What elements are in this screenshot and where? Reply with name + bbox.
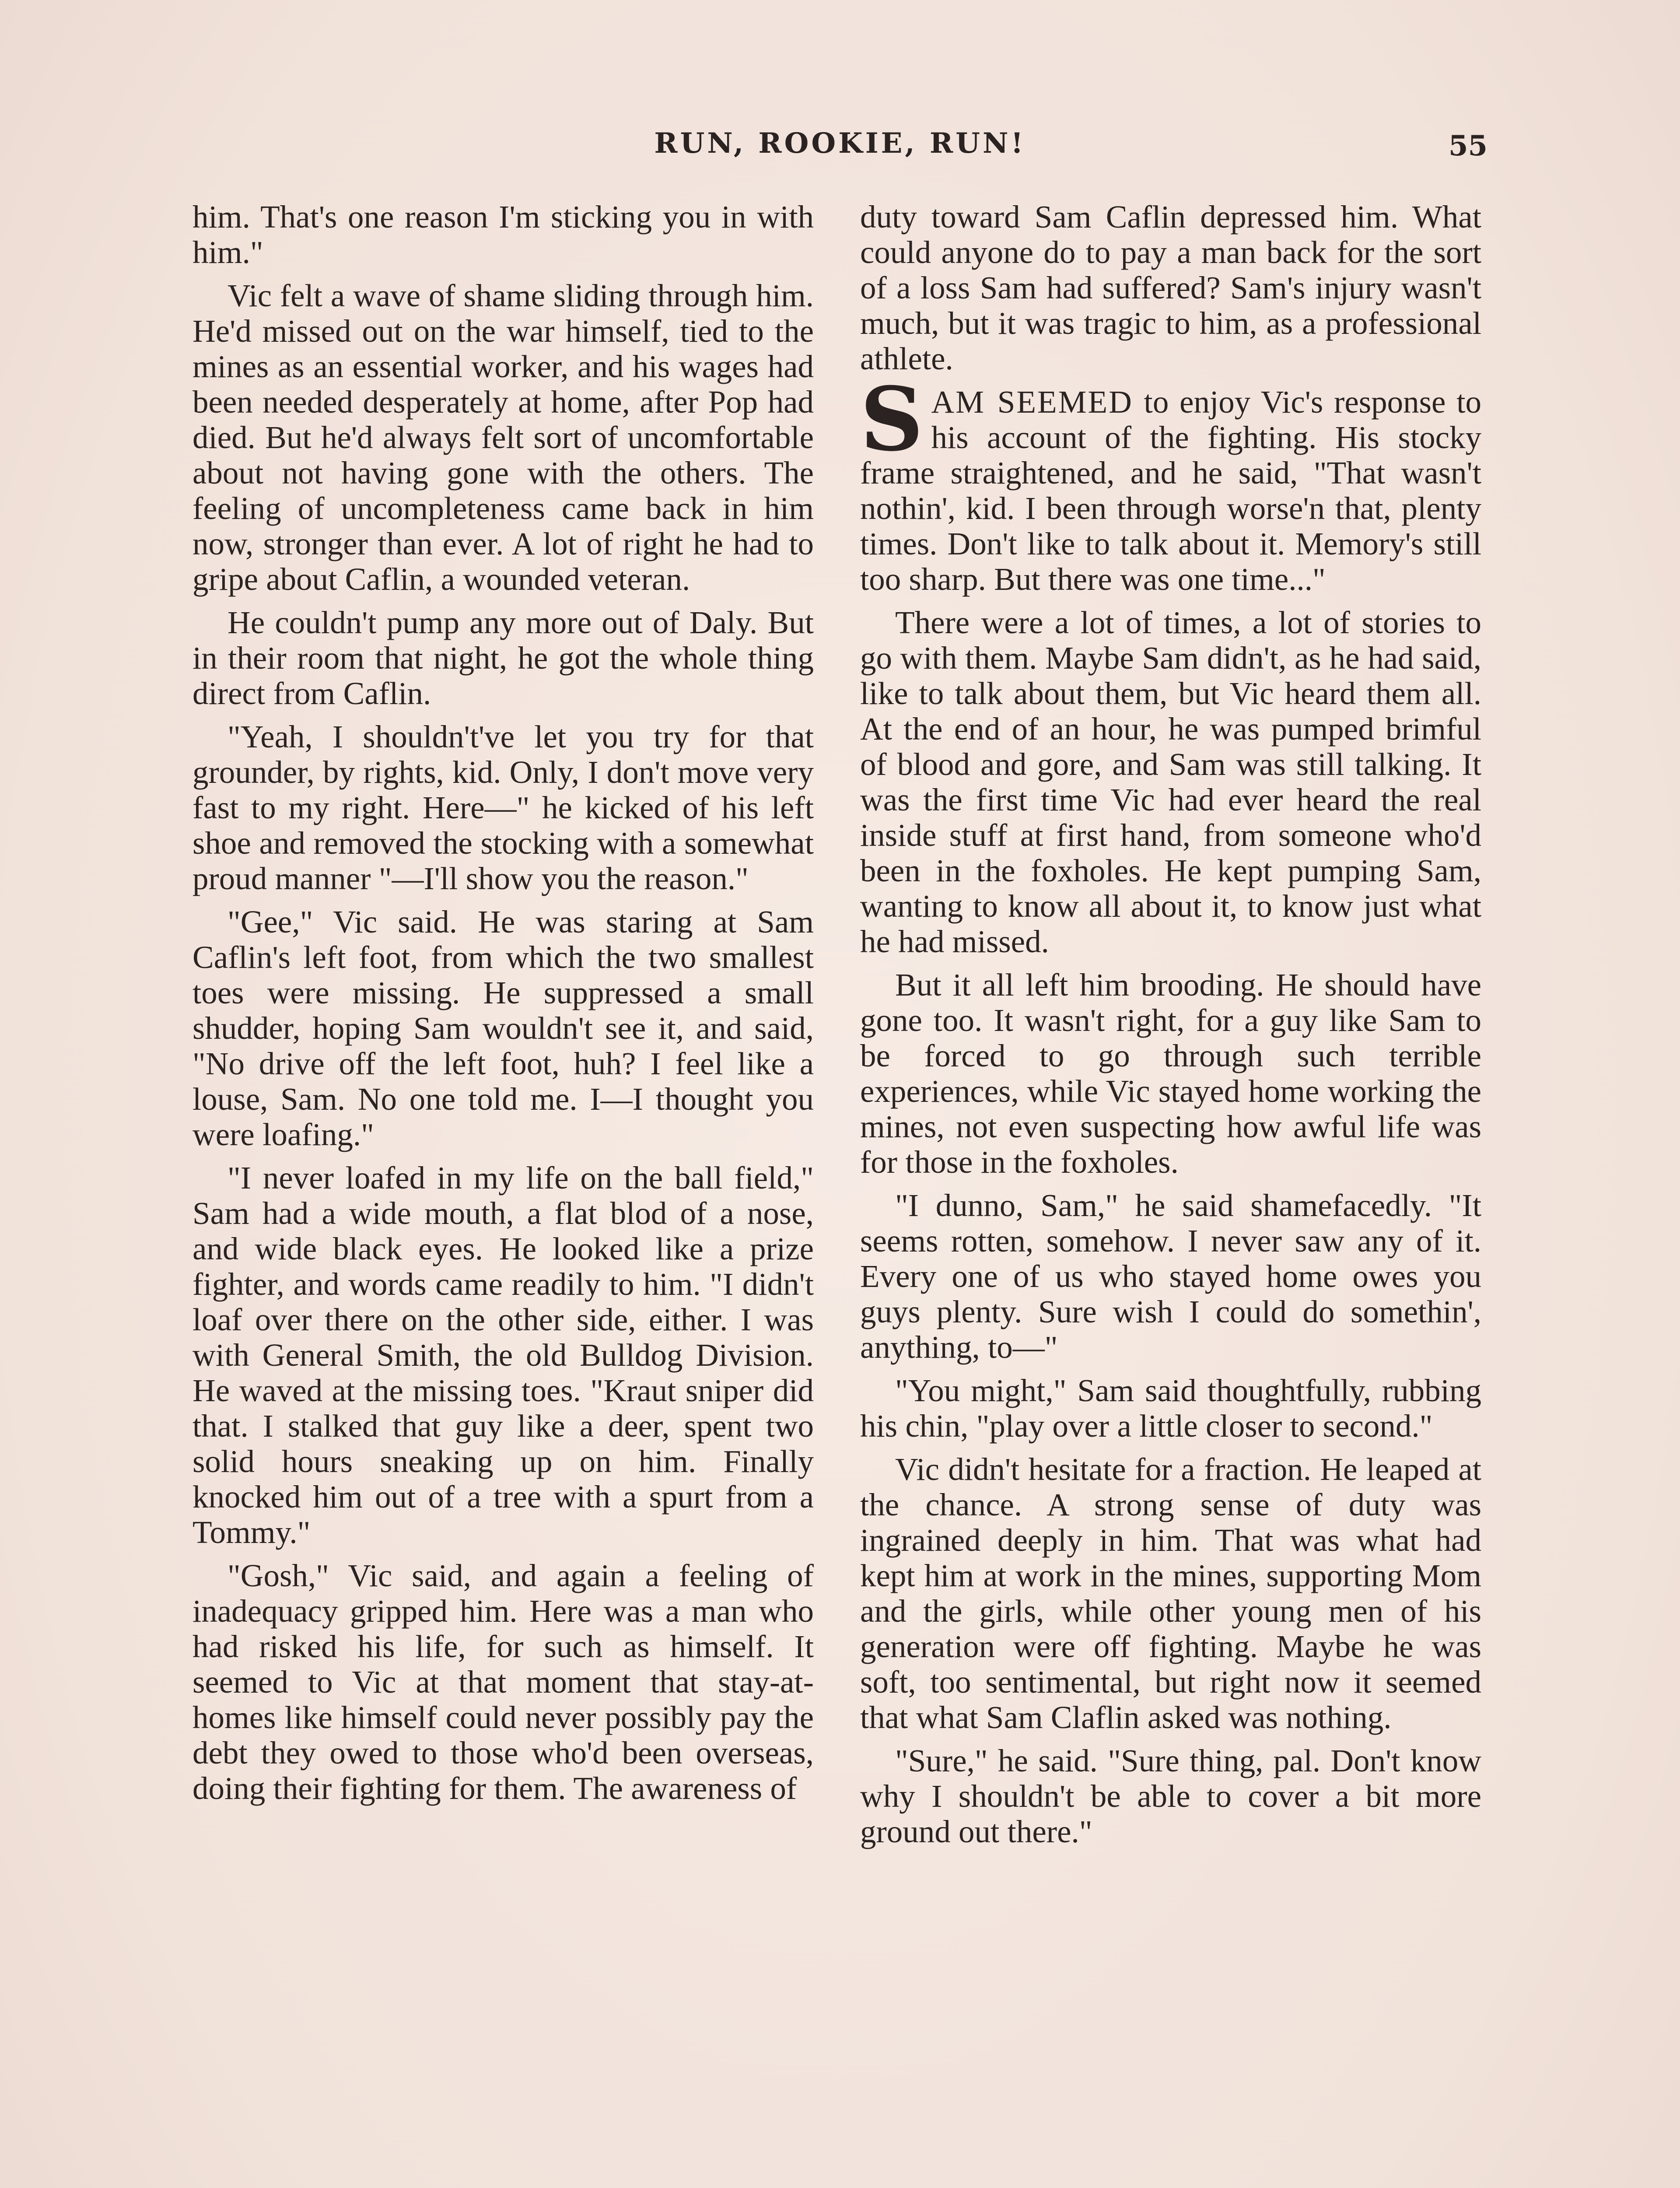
section-opening-paragraph — [860, 368, 1481, 597]
paragraph: "I never loafed in my life on the ball field," Sam had a wide mouth, a flat blod of a nose, and wide black eyes. He looked like a prize fighter, and words came readily to him. "I didn't loaf over there on the other side, either. I was with General Smith, the old Bulldog Division. He waved at the missing toes. "Kraut sniper did that. I stalked that guy like a deer, spent two solid hours sneaking up on him. Finally knocked him out of a tree with a spurt from a Tommy." — [192, 1160, 814, 1550]
page-header — [192, 122, 1488, 174]
section-lead-words: AM SEEMED — [931, 384, 1133, 420]
paragraph: "Gee," Vic said. He was staring at Sam Caflin's left foot, from which the two smallest toes were missing. He suppressed a small shudder, hoping Sam wouldn't see it, and said, "No drive off the left foot, huh? I feel like a louse, Sam. No one told me. I—I thought you were loafing." — [192, 904, 814, 1152]
paragraph: "Sure," he said. "Sure thing, pal. Don't know why I shouldn't be able to cover a bit more ground out there." — [860, 1743, 1481, 1849]
drop-cap: S — [860, 368, 924, 471]
right-column — [860, 199, 1481, 1857]
page-number: 55 — [1448, 130, 1488, 162]
paragraph: "Gosh," Vic said, and again a feeling of inadequacy gripped him. Here was a man who had risked his life, for such as himself. It seemed to Vic at that moment that stay-at-homes like himself could never possibly pay the debt they owed to those who'd been overseas, doing their fighting for them. The awareness of — [192, 1558, 814, 1806]
paragraph: "You might," Sam said thoughtfully, rubbing his chin, "play over a little closer to second." — [860, 1373, 1481, 1444]
paragraph: Vic felt a wave of shame sliding through him. He'd missed out on the war himself, tied to the mines as an essential worker, and his wages had been needed desperately at home, after Pop had died. But he'd always felt sort of uncomfortable about not having gone with the others. The feeling of uncompleteness came back in him now, stronger than ever. A lot of right he had to gripe about Caflin, a wounded veteran. — [192, 278, 814, 597]
paragraph: He couldn't pump any more out of Daly. But in their room that night, he got the whole thing direct from Caflin. — [192, 605, 814, 711]
paragraph: duty toward Sam Caflin depressed him. What could anyone do to pay a man back for the sort of a loss Sam had suffered? Sam's injury wasn't much, but it was tragic to him, as a professional athlete. — [860, 199, 1481, 376]
left-column — [192, 199, 814, 1814]
paragraph: Vic didn't hesitate for a fraction. He leaped at the chance. A strong sense of duty was ingrained deeply in him. That was what had kept him at work in the mines, supporting Mom and the girls, while other young men of his generation were off fighting. Maybe he was soft, too sentimental, but right now it seemed that what Sam Claflin asked was nothing. — [860, 1452, 1481, 1735]
section-opening-text: to enjoy Vic's response to his account of the fighting. His stocky frame straightened, and he said, "That wasn't nothin', kid. I been through worse'n that, plenty times. Don't like to talk about it. Memory's still too sharp. But there was one time..." — [860, 384, 1481, 597]
running-title: RUN, ROOKIE, RUN! — [654, 127, 1026, 160]
paragraph: "Yeah, I shouldn't've let you try for that grounder, by rights, kid. Only, I don't move very fast to my right. Here—" he kicked of his left shoe and removed the stocking with a somewhat proud manner "—I'll show you the reason." — [192, 719, 814, 896]
paragraph: But it all left him brooding. He should have gone too. It wasn't right, for a guy like Sam to be forced to go through such terrible experiences, while Vic stayed home working the mines, not even suspecting how awful life was for those in the foxholes. — [860, 967, 1481, 1180]
paragraph: him. That's one reason I'm sticking you in with him." — [192, 199, 814, 270]
paragraph: There were a lot of times, a lot of stories to go with them. Maybe Sam didn't, as he had said, like to talk about them, but Vic heard them all. At the end of an hour, he was pumped brimful of blood and gore, and Sam was still talking. It was the first time Vic had ever heard the real inside stuff at first hand, from someone who'd been in the foxholes. He kept pumping Sam, wanting to know all about it, to know just what he had missed. — [860, 605, 1481, 959]
paragraph: "I dunno, Sam," he said shamefacedly. "It seems rotten, somehow. I never saw any of it. Every one of us who stayed home owes you guys plenty. Sure wish I could do somethin', anything, to—" — [860, 1188, 1481, 1365]
